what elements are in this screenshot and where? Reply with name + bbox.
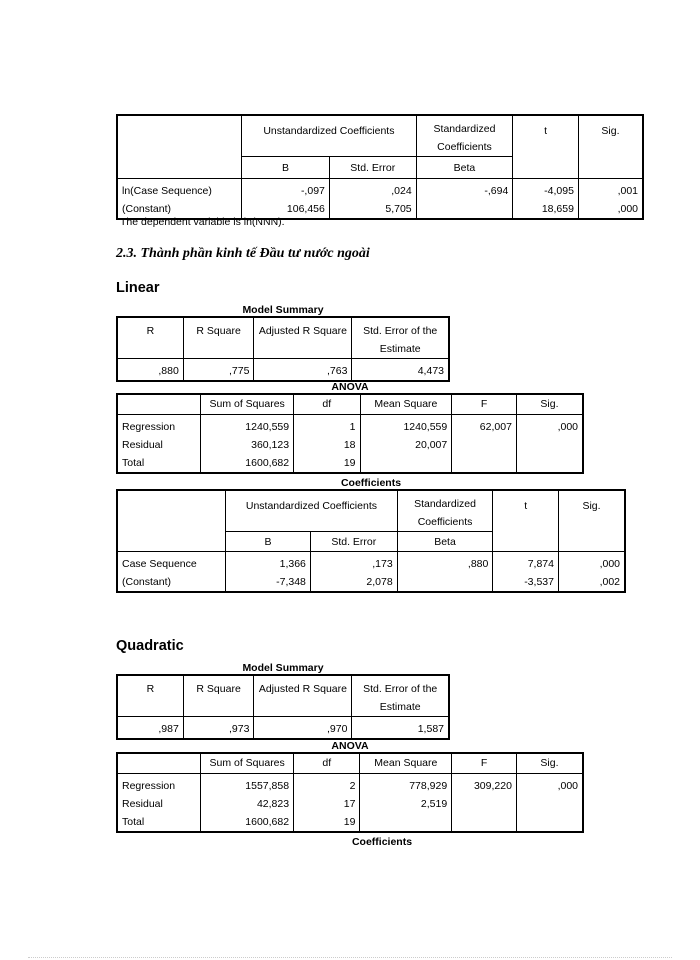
linear-model-summary-table [116,316,450,382]
r-square-header: R Square [183,675,254,717]
page-bottom-divider [28,957,672,958]
sig-value: ,002 [558,573,625,592]
df-value: 1 [294,414,360,436]
b-header: B [242,157,330,179]
beta-header: Beta [397,532,493,552]
adj-r-square-value: ,970 [254,717,352,740]
row-label-header [117,394,201,414]
df-header: df [294,394,360,414]
table-row [117,573,625,592]
ss-value: 1557,858 [201,773,294,795]
beta-value: -,694 [416,179,513,201]
ss-value: 42,823 [201,795,294,813]
sig-value [516,454,583,473]
t-value: 18,659 [513,200,579,219]
row-label: Case Sequence [117,552,226,574]
table-row [117,717,449,740]
ms-value: 778,929 [360,773,452,795]
se-estimate-header: Std. Error of the Estimate [352,675,449,717]
linear-model-summary-caption: Model Summary [242,304,324,316]
row-label: Residual [117,795,201,813]
table-row [117,179,643,201]
b-value: -7,348 [226,573,311,592]
t-header: t [493,490,559,552]
se-estimate-value: 4,473 [352,359,449,382]
r-square-value: ,973 [183,717,254,740]
linear-anova-table [116,393,584,474]
linear-heading: Linear [116,280,160,296]
table-row [117,436,583,454]
row-label-header [117,490,226,552]
table-row [117,813,583,832]
se-estimate-value: 1,587 [352,717,449,740]
unstd-coef-header: Unstandardized Coefficients [242,115,417,157]
unstd-coef-header: Unstandardized Coefficients [226,490,398,532]
r-header: R [117,675,183,717]
adj-r-square-header: Adjusted R Square [254,317,352,359]
table-row [117,359,449,382]
section-title: 2.3. Thành phần kinh tế Đầu tư nước ngoài [116,246,370,261]
r-value: ,987 [117,717,183,740]
r-square-header: R Square [183,317,254,359]
sig-header: Sig. [578,115,643,179]
ms-header: Mean Square [360,394,452,414]
table-row [117,454,583,473]
row-label: ln(Case Sequence) [117,179,242,201]
sig-header: Sig. [516,753,583,773]
row-label: Total [117,454,201,473]
beta-header: Beta [416,157,513,179]
ms-header: Mean Square [360,753,452,773]
table-row [117,552,625,574]
row-label: Regression [117,773,201,795]
t-value: -3,537 [493,573,559,592]
std-coef-header: Standardized Coefficients [397,490,493,532]
se-value: 5,705 [329,200,416,219]
r-header: R [117,317,183,359]
f-value: 309,220 [452,773,517,795]
linear-coefficients-table [116,489,626,593]
se-value: ,024 [329,179,416,201]
row-label-header [117,753,201,773]
sig-value: ,000 [516,773,583,795]
row-label: (Constant) [117,200,242,219]
df-value: 17 [294,795,360,813]
beta-value [397,573,493,592]
row-label: Residual [117,436,201,454]
beta-value: ,880 [397,552,493,574]
f-value [452,454,517,473]
se-value: ,173 [310,552,397,574]
quadratic-heading: Quadratic [116,638,184,654]
sig-header: Sig. [516,394,583,414]
se-header: Std. Error [310,532,397,552]
b-value: 1,366 [226,552,311,574]
table-row [117,773,583,795]
quadratic-model-summary-table [116,674,450,740]
linear-anova-caption: ANOVA [331,381,369,393]
row-label: (Constant) [117,573,226,592]
f-value: 62,007 [452,414,517,436]
df-value: 19 [294,454,360,473]
row-label: Regression [117,414,201,436]
row-label: Total [117,813,201,832]
sig-header: Sig. [558,490,625,552]
f-header: F [452,753,517,773]
quadratic-coefficients-caption: Coefficients [351,836,413,848]
quadratic-model-summary-caption: Model Summary [242,662,324,674]
dependent-variable-note: The dependent variable is ln(NNN). [120,216,285,228]
r-value: ,880 [117,359,183,382]
sig-value: ,000 [516,414,583,436]
sig-value [516,795,583,813]
ms-value: 1240,559 [360,414,452,436]
sig-value [516,436,583,454]
t-value: -4,095 [513,179,579,201]
table-row [117,414,583,436]
row-label-header [117,115,242,179]
r-square-value: ,775 [183,359,254,382]
se-header: Std. Error [329,157,416,179]
adj-r-square-header: Adjusted R Square [254,675,352,717]
ms-value [360,813,452,832]
df-header: df [294,753,360,773]
se-value: 2,078 [310,573,397,592]
df-value: 19 [294,813,360,832]
ss-value: 1600,682 [201,454,294,473]
top-coefficients-table [116,114,644,220]
linear-coefficients-caption: Coefficients [340,477,402,489]
t-header: t [513,115,579,179]
sig-value [516,813,583,832]
beta-value [416,200,513,219]
ss-header: Sum of Squares [201,753,294,773]
f-value [452,436,517,454]
adj-r-square-value: ,763 [254,359,352,382]
ss-value: 1600,682 [201,813,294,832]
table-row [117,795,583,813]
ms-value: 20,007 [360,436,452,454]
b-header: B [226,532,311,552]
ms-value [360,454,452,473]
ss-value: 360,123 [201,436,294,454]
ss-header: Sum of Squares [201,394,294,414]
f-header: F [452,394,517,414]
se-estimate-header: Std. Error of the Estimate [352,317,449,359]
b-value: -,097 [242,179,330,201]
f-value [452,813,517,832]
b-value: 106,456 [242,200,330,219]
df-value: 18 [294,436,360,454]
sig-value: ,000 [578,200,643,219]
ms-value: 2,519 [360,795,452,813]
f-value [452,795,517,813]
ss-value: 1240,559 [201,414,294,436]
df-value: 2 [294,773,360,795]
quadratic-anova-table [116,752,584,833]
t-value: 7,874 [493,552,559,574]
quadratic-anova-caption: ANOVA [331,740,369,752]
sig-value: ,001 [578,179,643,201]
sig-value: ,000 [558,552,625,574]
std-coef-header: Standardized Coefficients [416,115,513,157]
